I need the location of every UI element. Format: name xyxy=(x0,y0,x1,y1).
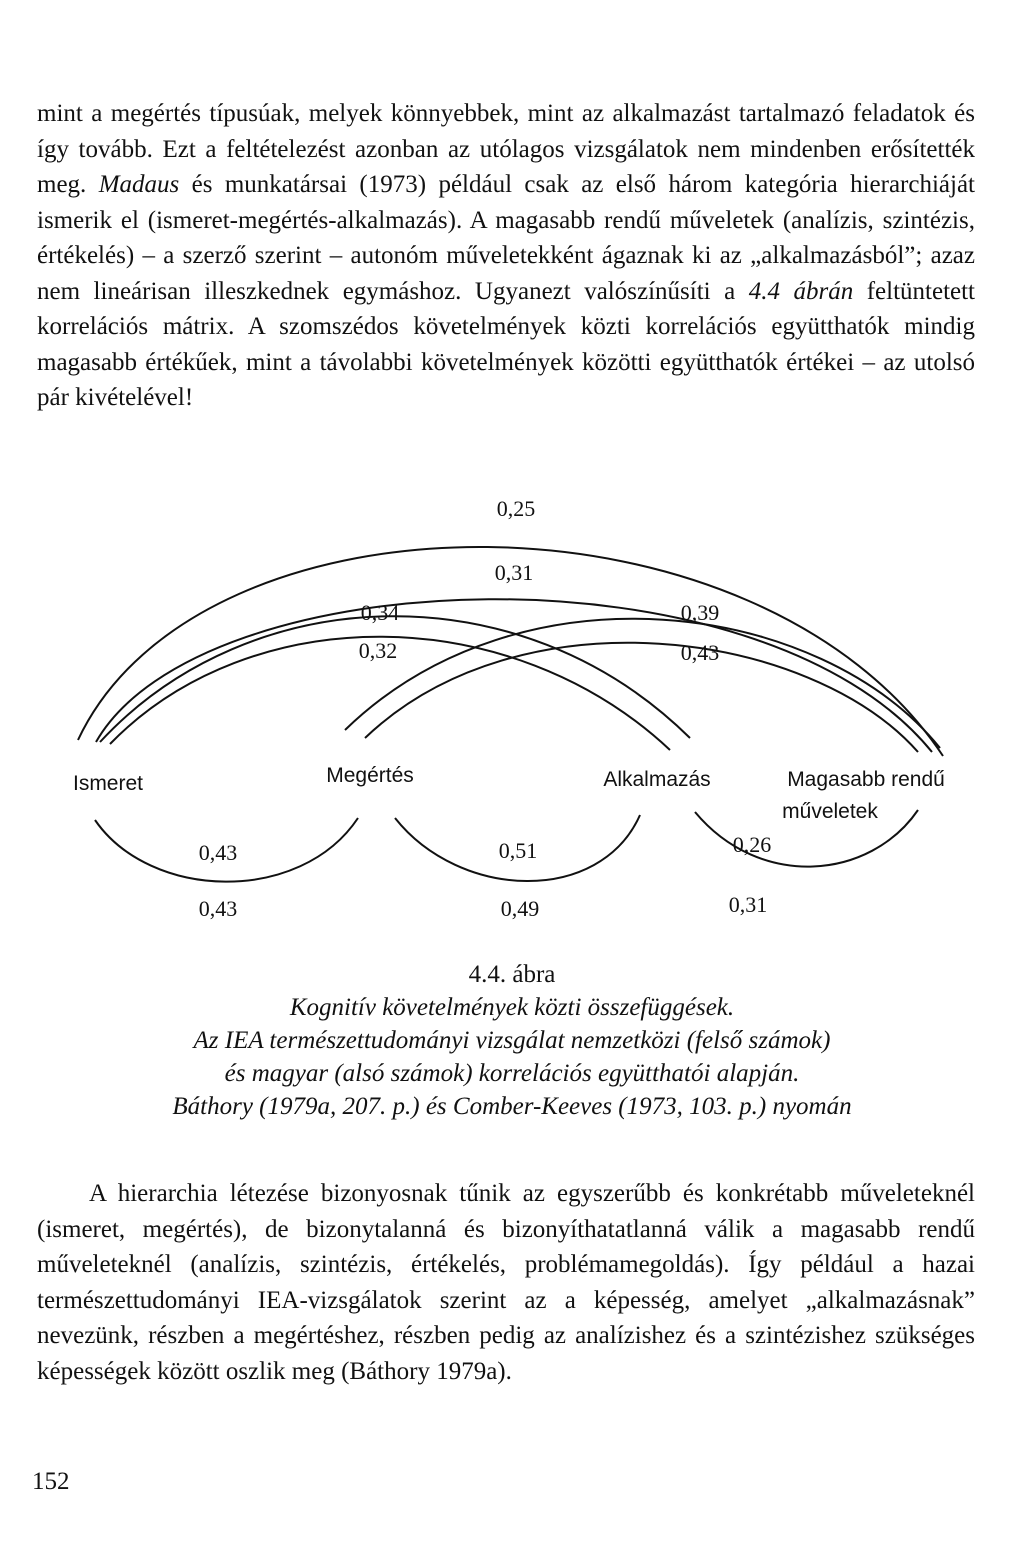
value-ismeret-alkalmazas: 0,34 xyxy=(360,600,400,625)
arc-ismeret-magasabb-inner xyxy=(96,599,932,752)
author-italic: Madaus xyxy=(98,171,180,198)
correlation-diagram xyxy=(0,480,1024,940)
paragraph-text-3: feltüntetett korrelációs mátrix. A szomszédos követelmények közti korrelációs együtthatók mindig magasabb értékűek, mint a távolabbi követelmények közötti együtthatók értékei – az utolsó pár kivételével! xyxy=(37,277,975,411)
value-ismeret-magasabb-hu: 0,31 xyxy=(494,560,534,585)
paragraph-text-2: és munkatársai (1973) például csak az első három kategória hierarchiáját ismerik el (ismeret-megértés-alkalmazás). A magasabb rendű műveletek (analízis, szintézis, értékelés) – a szerző szerint – autonóm műveletekként ágaznak ki az „alkalmazásból”; azaz nem lineárisan illeszkednek egymáshoz. Ugyanezt valószínűsíti a xyxy=(37,171,975,305)
arc-ismeret-alkalmazas-outer xyxy=(100,616,690,742)
node-magasabb-line1: Magasabb rendű xyxy=(787,768,945,791)
value-ismeret-magasabb: 0,25 xyxy=(496,496,536,521)
caption-line-3: és magyar (alsó számok) korrelációs együtthatói alapján. xyxy=(224,1060,800,1087)
paragraph-text-1: mint a megértés típusúak, melyek könnyebbek, mint az alkalmazást tartalmazó feladatok és így tovább. Ezt a feltételezést azonban az utólagos vizsgálatok nem mindenben erősítették meg. xyxy=(37,100,975,198)
caption-source: Báthory (1979a, 207. p.) és Comber-Keeves (1973, 103. p.) nyomán xyxy=(172,1093,852,1120)
node-alkalmazas: Alkalmazás xyxy=(603,768,711,791)
value-megertes-alkalmazas: 0,51 xyxy=(498,838,538,863)
value-megertes-magasabb-hu: 0,43 xyxy=(680,640,720,665)
figure-reference: 4.4 ábrán xyxy=(748,277,854,305)
figure-caption xyxy=(0,958,1024,1123)
node-magasabb-line2: műveletek xyxy=(782,800,878,823)
caption-number: 4.4. ábra xyxy=(468,961,556,988)
value-ismeret-alkalmazas-hu: 0,32 xyxy=(358,638,398,663)
value-alkalmazas-magasabb: 0,26 xyxy=(732,832,772,857)
node-megertes: Megértés xyxy=(326,764,414,787)
caption-title: Kognitív követelmények közti összefüggések. xyxy=(289,994,735,1021)
caption-line-2: Az IEA természettudományi vizsgálat nemzetközi (felső számok) xyxy=(193,1027,831,1054)
value-ismeret-megertes: 0,43 xyxy=(198,840,238,865)
value-ismeret-megertes-hu: 0,43 xyxy=(198,896,238,921)
node-ismeret: Ismeret xyxy=(72,772,144,795)
page-number: 152 xyxy=(32,1468,70,1495)
value-megertes-alkalmazas-hu: 0,49 xyxy=(500,896,540,921)
paragraph-bottom: A hierarchia létezése bizonyosnak tűnik az egyszerűbb és konkrétabb műveleteknél (ismeret, megértés), de bizonytalanná és bizonyíthatatlanná válik a magasabb rendű műveleteknél (analízis, szintézis, értékelés, problémamegoldás). Így például a hazai természettudományi IEA-vizsgálatok szerint az a képesség, amelyet „alkalmazásnak” nevezünk, részben a megértéshez, részben pedig az analízishez és a szintézishez szükséges képességek között oszlik meg (Báthory 1979a). xyxy=(37,1180,975,1385)
paragraph-top xyxy=(37,96,975,416)
value-megertes-magasabb: 0,39 xyxy=(680,600,720,625)
value-alkalmazas-magasabb-hu: 0,31 xyxy=(728,892,768,917)
